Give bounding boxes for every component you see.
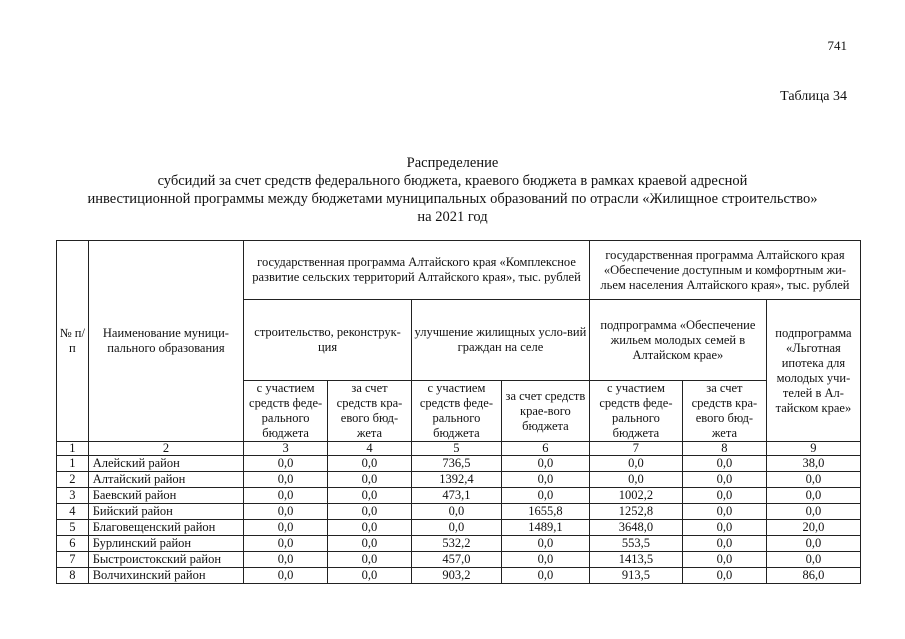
value-c3: 0,0 xyxy=(244,472,328,488)
municipality-name: Бийский район xyxy=(88,504,243,520)
value-c8: 0,0 xyxy=(682,472,766,488)
value-c5: 0,0 xyxy=(411,504,501,520)
table-row xyxy=(57,568,861,584)
value-c4: 0,0 xyxy=(328,488,412,504)
col-index: 3 xyxy=(244,442,328,456)
row-number: 5 xyxy=(57,520,89,536)
value-c8: 0,0 xyxy=(682,552,766,568)
value-c6: 0,0 xyxy=(501,536,589,552)
municipality-name: Алейский район xyxy=(88,456,243,472)
row-number: 3 xyxy=(57,488,89,504)
value-c7: 1413,5 xyxy=(589,552,682,568)
col-index: 2 xyxy=(88,442,243,456)
value-c9: 0,0 xyxy=(766,536,860,552)
value-c9: 0,0 xyxy=(766,552,860,568)
value-c8: 0,0 xyxy=(682,504,766,520)
value-c5: 532,2 xyxy=(411,536,501,552)
table-row xyxy=(57,536,861,552)
subsidy-table xyxy=(56,240,861,584)
header-col-4: за счет средств кра-евого бюд-жета xyxy=(328,381,412,442)
value-c3: 0,0 xyxy=(244,568,328,584)
table-row xyxy=(57,504,861,520)
value-c6: 0,0 xyxy=(501,456,589,472)
value-c4: 0,0 xyxy=(328,472,412,488)
header-col-8: за счет средств кра-евого бюд-жета xyxy=(682,381,766,442)
value-c5: 1392,4 xyxy=(411,472,501,488)
value-c3: 0,0 xyxy=(244,552,328,568)
table-row xyxy=(57,488,861,504)
header-program-1: государственная программа Алтайского края «Комплексное развитие сельских территорий Алтайского края», тыс. рублей xyxy=(244,241,590,300)
row-number: 4 xyxy=(57,504,89,520)
value-c8: 0,0 xyxy=(682,488,766,504)
value-c9: 0,0 xyxy=(766,504,860,520)
value-c4: 0,0 xyxy=(328,568,412,584)
row-number: 7 xyxy=(57,552,89,568)
municipality-name: Волчихинский район xyxy=(88,568,243,584)
value-c3: 0,0 xyxy=(244,456,328,472)
col-index: 8 xyxy=(682,442,766,456)
value-c4: 0,0 xyxy=(328,520,412,536)
header-program-1-sub-2: улучшение жилищных усло-вий граждан на селе xyxy=(411,300,589,381)
value-c4: 0,0 xyxy=(328,536,412,552)
municipality-name: Быстроистокский район xyxy=(88,552,243,568)
value-c6: 1489,1 xyxy=(501,520,589,536)
col-index: 6 xyxy=(501,442,589,456)
col-index: 5 xyxy=(411,442,501,456)
row-number: 6 xyxy=(57,536,89,552)
value-c4: 0,0 xyxy=(328,552,412,568)
row-number: 2 xyxy=(57,472,89,488)
value-c8: 0,0 xyxy=(682,456,766,472)
value-c7: 0,0 xyxy=(589,456,682,472)
col-index: 4 xyxy=(328,442,412,456)
header-name: Наименование муници-пального образования xyxy=(88,241,243,442)
value-c6: 1655,8 xyxy=(501,504,589,520)
row-number: 8 xyxy=(57,568,89,584)
value-c5: 736,5 xyxy=(411,456,501,472)
table-row xyxy=(57,456,861,472)
header-col-3: с участием средств феде-рального бюджета xyxy=(244,381,328,442)
municipality-name: Благовещенский район xyxy=(88,520,243,536)
value-c7: 913,5 xyxy=(589,568,682,584)
value-c4: 0,0 xyxy=(328,504,412,520)
value-c8: 0,0 xyxy=(682,536,766,552)
value-c3: 0,0 xyxy=(244,536,328,552)
municipality-name: Баевский район xyxy=(88,488,243,504)
value-c7: 553,5 xyxy=(589,536,682,552)
value-c9: 0,0 xyxy=(766,472,860,488)
header-num: № п/п xyxy=(57,241,89,442)
col-index: 7 xyxy=(589,442,682,456)
header-col-5: с участием средств феде-рального бюджета xyxy=(411,381,501,442)
col-index: 1 xyxy=(57,442,89,456)
header-col-7: с участием средств феде-рального бюджета xyxy=(589,381,682,442)
title-line-2: субсидий за счет средств федерального бюджета, краевого бюджета в рамках краевой адресной xyxy=(157,173,748,189)
header-program-2: государственная программа Алтайского края «Обеспечение доступным и комфортным жи-льем населения Алтайского края», тыс. рублей xyxy=(589,241,860,300)
table-label: Таблица 34 xyxy=(780,89,847,104)
document-title xyxy=(40,154,865,226)
value-c9: 20,0 xyxy=(766,520,860,536)
value-c6: 0,0 xyxy=(501,568,589,584)
title-line-3: инвестиционной программы между бюджетами муниципальных образований по отрасли «Жилищное строительство» xyxy=(87,191,818,207)
column-index-row xyxy=(57,442,861,456)
table-row xyxy=(57,520,861,536)
table-row xyxy=(57,472,861,488)
municipality-name: Алтайский район xyxy=(88,472,243,488)
value-c5: 903,2 xyxy=(411,568,501,584)
value-c7: 1252,8 xyxy=(589,504,682,520)
header-program-2-sub-1: подпрограмма «Обеспечение жильем молодых семей в Алтайском крае» xyxy=(589,300,766,381)
col-index: 9 xyxy=(766,442,860,456)
page-number: 741 xyxy=(827,38,847,53)
value-c5: 457,0 xyxy=(411,552,501,568)
value-c5: 0,0 xyxy=(411,520,501,536)
value-c9: 0,0 xyxy=(766,488,860,504)
value-c8: 0,0 xyxy=(682,520,766,536)
value-c9: 38,0 xyxy=(766,456,860,472)
row-number: 1 xyxy=(57,456,89,472)
value-c9: 86,0 xyxy=(766,568,860,584)
value-c5: 473,1 xyxy=(411,488,501,504)
table-row xyxy=(57,552,861,568)
municipality-name: Бурлинский район xyxy=(88,536,243,552)
header-col-6: за счет средств крае-вого бюджета xyxy=(501,381,589,442)
value-c3: 0,0 xyxy=(244,504,328,520)
value-c8: 0,0 xyxy=(682,568,766,584)
value-c7: 3648,0 xyxy=(589,520,682,536)
value-c6: 0,0 xyxy=(501,472,589,488)
value-c6: 0,0 xyxy=(501,552,589,568)
value-c4: 0,0 xyxy=(328,456,412,472)
value-c7: 1002,2 xyxy=(589,488,682,504)
value-c7: 0,0 xyxy=(589,472,682,488)
title-line-4: на 2021 год xyxy=(417,209,488,225)
value-c3: 0,0 xyxy=(244,520,328,536)
value-c3: 0,0 xyxy=(244,488,328,504)
title-line-1: Распределение xyxy=(406,155,499,171)
header-program-1-sub-1: строительство, реконструк-ция xyxy=(244,300,412,381)
header-program-2-sub-2: подпрограмма «Льготная ипотека для молодых учи-телей в Ал-тайском крае» xyxy=(766,300,860,442)
value-c6: 0,0 xyxy=(501,488,589,504)
